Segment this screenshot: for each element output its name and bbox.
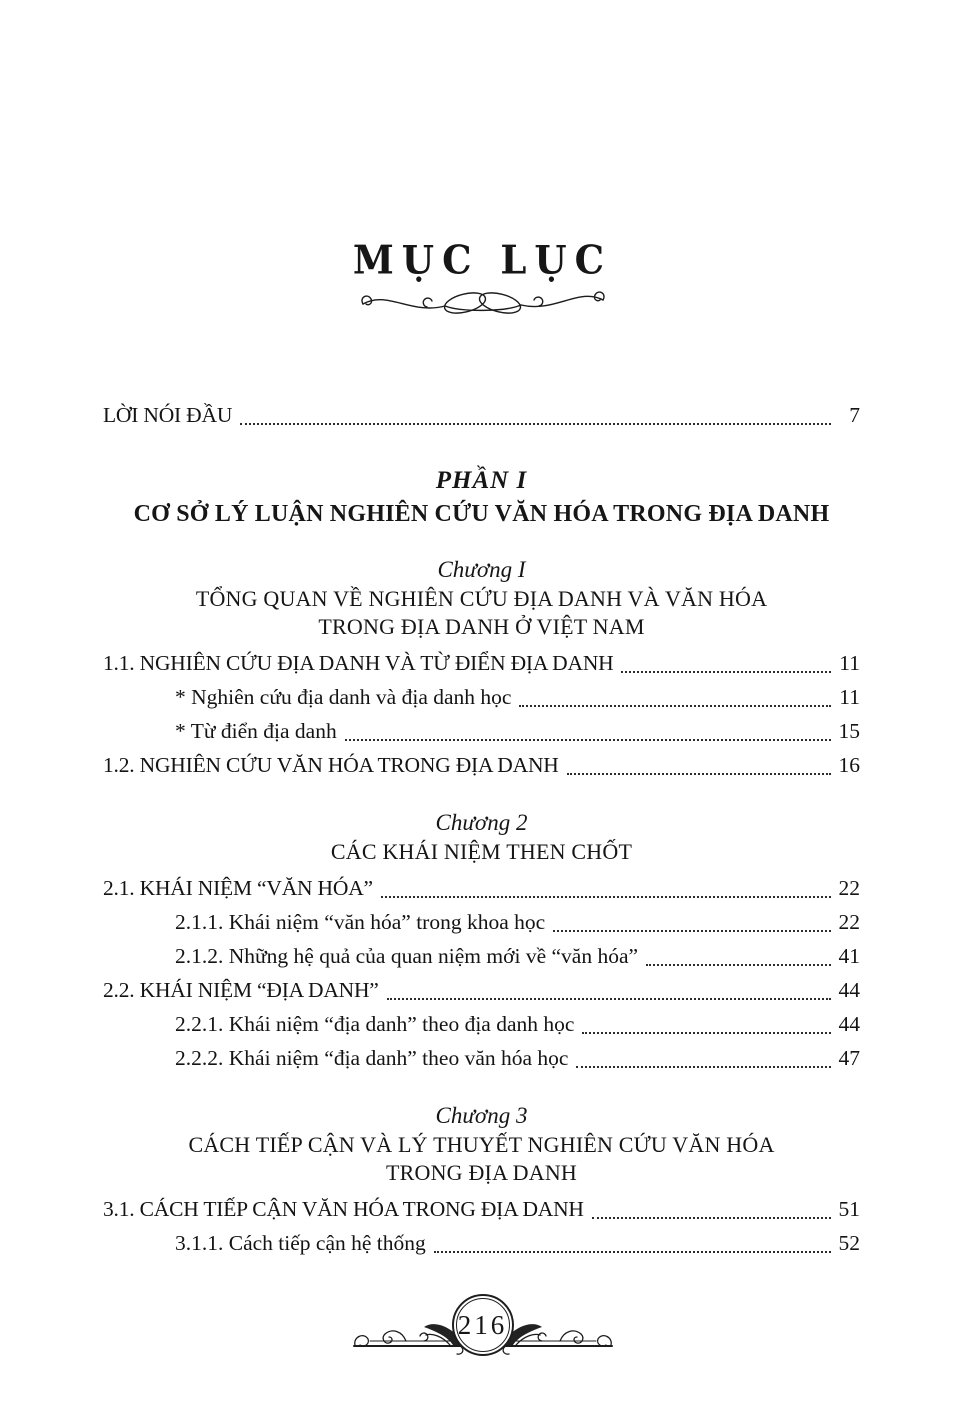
chapter-title-line: TRONG ĐỊA DANH [385, 1160, 577, 1185]
toc-entry-page: 11 [839, 685, 860, 709]
toc-entry-label: * Từ điển địa danh [175, 719, 337, 743]
toc-entry-page: 44 [838, 978, 860, 1002]
toc-entry-page: 41 [838, 944, 860, 968]
toc-entry-label: 2.1. KHÁI NIỆM “VĂN HÓA” [103, 876, 373, 900]
footer-flourish-left-icon [350, 1305, 468, 1359]
chapter-section [103, 555, 860, 782]
chapter-kicker: Chương I [437, 557, 526, 582]
part-heading [103, 466, 860, 529]
page-number: 216 [456, 1298, 510, 1352]
dot-leader [345, 739, 831, 741]
chapter-title-line: CÁCH TIẾP CẬN VÀ LÝ THUYẾT NGHIÊN CỨU VĂN HÓA [188, 1132, 775, 1157]
toc-entry-label: * Nghiên cứu địa danh và địa danh học [175, 685, 512, 709]
toc-entry-label: 2.2. KHÁI NIỆM “ĐỊA DANH” [103, 978, 379, 1002]
toc-entry-page: 22 [838, 910, 860, 934]
chapter-kicker: Chương 2 [435, 810, 528, 835]
toc-entry-page: 22 [838, 876, 860, 900]
toc-entry [103, 680, 860, 714]
page-header [0, 0, 965, 318]
toc-entry [103, 714, 860, 748]
toc-entry [103, 646, 860, 680]
chapter-heading [103, 808, 860, 866]
chapter-section [103, 808, 860, 1075]
dot-leader [553, 930, 831, 932]
toc-entry [103, 748, 860, 782]
toc-entry-label: 3.1. CÁCH TIẾP CẬN VĂN HÓA TRONG ĐỊA DANH [103, 1197, 584, 1221]
toc-entry [103, 973, 860, 1007]
toc-entry [103, 1226, 860, 1260]
dot-leader [567, 773, 831, 775]
toc-entry-page: 47 [838, 1046, 860, 1070]
toc-entry-label: 2.2.2. Khái niệm “địa danh” theo văn hóa học [175, 1046, 569, 1070]
toc-entry-label: 1.1. NGHIÊN CỨU ĐỊA DANH VÀ TỪ ĐIỂN ĐỊA DANH [103, 651, 614, 675]
toc-entry-page: 7 [849, 403, 860, 427]
footer-flourish-right-icon [498, 1305, 616, 1359]
page-title: MỤC LỤC [352, 236, 613, 284]
toc-entry [103, 1192, 860, 1226]
toc-entry-page: 52 [838, 1231, 860, 1255]
toc-entry [103, 905, 860, 939]
toc-entry [103, 398, 860, 432]
toc-entry-page: 15 [838, 719, 860, 743]
chapter-title-line: TỔNG QUAN VỀ NGHIÊN CỨU ĐỊA DANH VÀ VĂN HÓA [195, 586, 768, 611]
toc-entry-page: 16 [838, 753, 860, 777]
chapter-kicker: Chương 3 [435, 1103, 528, 1128]
chapter-heading [103, 555, 860, 641]
toc-entry-label: 2.2.1. Khái niệm “địa danh” theo địa danh học [175, 1012, 575, 1036]
dot-leader [381, 896, 831, 898]
toc-entry-label: 2.1.1. Khái niệm “văn hóa” trong khoa học [175, 910, 546, 934]
toc-entry-label: 1.2. NGHIÊN CỨU VĂN HÓA TRONG ĐỊA DANH [103, 753, 559, 777]
toc-entry-label: LỜI NÓI ĐẦU [103, 403, 233, 427]
chapter-title-line: TRONG ĐỊA DANH Ở VIỆT NAM [318, 614, 645, 639]
toc-entry [103, 871, 860, 905]
part-title: CƠ SỞ LÝ LUẬN NGHIÊN CỨU VĂN HÓA TRONG ĐỊA DANH [133, 501, 830, 527]
dot-leader [576, 1066, 831, 1068]
dot-leader [519, 705, 831, 707]
dot-leader [621, 671, 831, 673]
chapter-title-line: CÁC KHÁI NIỆM THEN CHỐT [330, 839, 633, 864]
toc-entry [103, 939, 860, 973]
toc-entry-page: 51 [838, 1197, 860, 1221]
toc-entry-page: 44 [838, 1012, 860, 1036]
part-kicker: PHẦN I [435, 467, 528, 494]
chapter-section [103, 1101, 860, 1260]
chapter-heading [103, 1101, 860, 1187]
dot-leader [240, 423, 831, 425]
title-flourish-icon [357, 282, 609, 318]
page-number-badge [452, 1294, 514, 1356]
toc-entry-page: 11 [839, 651, 860, 675]
dot-leader [387, 998, 831, 1000]
dot-leader [646, 964, 831, 966]
toc-entry-label: 3.1.1. Cách tiếp cận hệ thống [175, 1231, 426, 1255]
toc-entry [103, 1007, 860, 1041]
dot-leader [592, 1217, 831, 1219]
footer-ornament [0, 1294, 965, 1359]
table-of-contents [103, 398, 860, 1260]
dot-leader [582, 1032, 831, 1034]
dot-leader [434, 1251, 831, 1253]
toc-entry [103, 1041, 860, 1075]
toc-entry-label: 2.1.2. Những hệ quả của quan niệm mới về “văn hóa” [175, 944, 639, 968]
